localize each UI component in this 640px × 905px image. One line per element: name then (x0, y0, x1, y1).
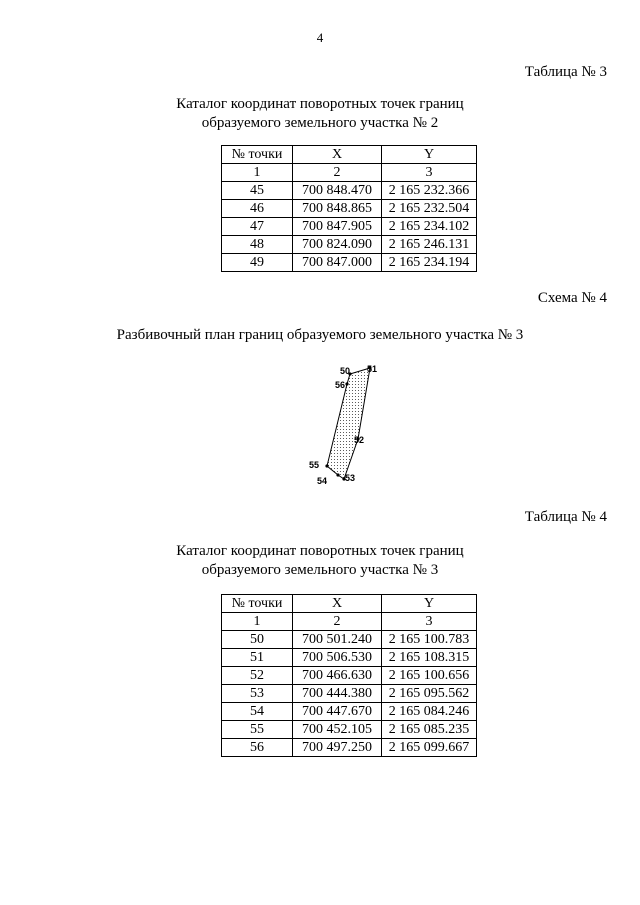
table-row (222, 254, 477, 272)
table-cell: № точки (222, 146, 293, 164)
table-row (222, 631, 477, 649)
table-3 (221, 145, 477, 272)
table-3-label: Таблица № 3 (524, 64, 607, 80)
table-cell: 700 824.090 (293, 236, 382, 254)
point-55-marker (325, 464, 328, 467)
table-row (222, 218, 477, 236)
table-cell: 45 (222, 182, 293, 200)
table-header-row (222, 146, 477, 164)
table-cell: 48 (222, 236, 293, 254)
table-index-row (222, 164, 477, 182)
table-cell: 2 165 246.131 (382, 236, 477, 254)
table-cell: Y (382, 595, 477, 613)
table-4-title (0, 542, 640, 580)
table-cell: 2 165 234.194 (382, 254, 477, 272)
table-cell: 700 848.865 (293, 200, 382, 218)
table-4-title-line-2: образуемого земельного участка № 3 (201, 562, 439, 578)
table-row (222, 182, 477, 200)
table-cell: 2 165 234.102 (382, 218, 477, 236)
table-cell: Y (382, 146, 477, 164)
table-cell: 3 (382, 164, 477, 182)
table-row (222, 721, 477, 739)
table-cell: 2 165 099.667 (382, 739, 477, 757)
table-cell: 2 165 084.246 (382, 703, 477, 721)
table-4-label: Таблица № 4 (524, 509, 607, 525)
table-cell: 2 165 095.562 (382, 685, 477, 703)
table-3-title-line-2: образуемого земельного участка № 2 (201, 115, 439, 131)
plot-3-polygon (327, 368, 370, 479)
table-row (222, 739, 477, 757)
table-cell: 700 452.105 (293, 721, 382, 739)
table-cell: 2 165 100.783 (382, 631, 477, 649)
table-cell: 700 466.630 (293, 667, 382, 685)
table-row (222, 236, 477, 254)
table-cell: 46 (222, 200, 293, 218)
scheme-4-label: Схема № 4 (537, 290, 607, 306)
table-row (222, 685, 477, 703)
table-cell: 700 506.530 (293, 649, 382, 667)
table-cell: № точки (222, 595, 293, 613)
point-54-marker (336, 473, 339, 476)
table-cell: 700 847.000 (293, 254, 382, 272)
table-cell: 47 (222, 218, 293, 236)
table-cell: 700 848.470 (293, 182, 382, 200)
point-56-label: 56 (335, 380, 346, 390)
table-cell: 55 (222, 721, 293, 739)
table-cell: 2 165 100.656 (382, 667, 477, 685)
table-cell: 53 (222, 685, 293, 703)
point-53-label: 53 (345, 473, 356, 483)
table-cell: 700 444.380 (293, 685, 382, 703)
scheme-4-title: Разбивочный план границ образуемого земельного участка № 3 (116, 327, 524, 343)
table-cell: 2 165 232.366 (382, 182, 477, 200)
table-cell: 700 501.240 (293, 631, 382, 649)
table-cell: 56 (222, 739, 293, 757)
point-52-label: 52 (354, 435, 365, 445)
table-cell: 3 (382, 613, 477, 631)
table-cell: 51 (222, 649, 293, 667)
table-cell: 1 (222, 613, 293, 631)
table-cell: 54 (222, 703, 293, 721)
point-51-label: 51 (367, 364, 378, 374)
table-3-title (0, 95, 640, 133)
point-54-label: 54 (317, 476, 328, 486)
point-55-label: 55 (309, 460, 320, 470)
table-cell: 700 497.250 (293, 739, 382, 757)
table-cell: 700 847.905 (293, 218, 382, 236)
table-cell: 52 (222, 667, 293, 685)
table-row (222, 649, 477, 667)
table-cell: X (293, 146, 382, 164)
point-56-marker (345, 382, 348, 385)
table-cell: 50 (222, 631, 293, 649)
page-number: 4 (316, 30, 324, 45)
table-cell: 2 (293, 613, 382, 631)
table-row (222, 703, 477, 721)
table-3-title-line-1: Каталог координат поворотных точек границ (176, 96, 464, 112)
table-header-row (222, 595, 477, 613)
table-cell: 2 165 108.315 (382, 649, 477, 667)
table-index-row (222, 613, 477, 631)
table-cell: 2 (293, 164, 382, 182)
table-cell: 700 447.670 (293, 703, 382, 721)
table-cell: 2 165 232.504 (382, 200, 477, 218)
table-4-title-line-1: Каталог координат поворотных точек границ (176, 543, 464, 559)
table-4 (221, 594, 477, 757)
table-cell: 49 (222, 254, 293, 272)
point-50-label: 50 (340, 366, 351, 376)
table-cell: 1 (222, 164, 293, 182)
table-row (222, 667, 477, 685)
plot-boundary-diagram (300, 362, 380, 492)
table-row (222, 200, 477, 218)
table-cell: X (293, 595, 382, 613)
table-cell: 2 165 085.235 (382, 721, 477, 739)
